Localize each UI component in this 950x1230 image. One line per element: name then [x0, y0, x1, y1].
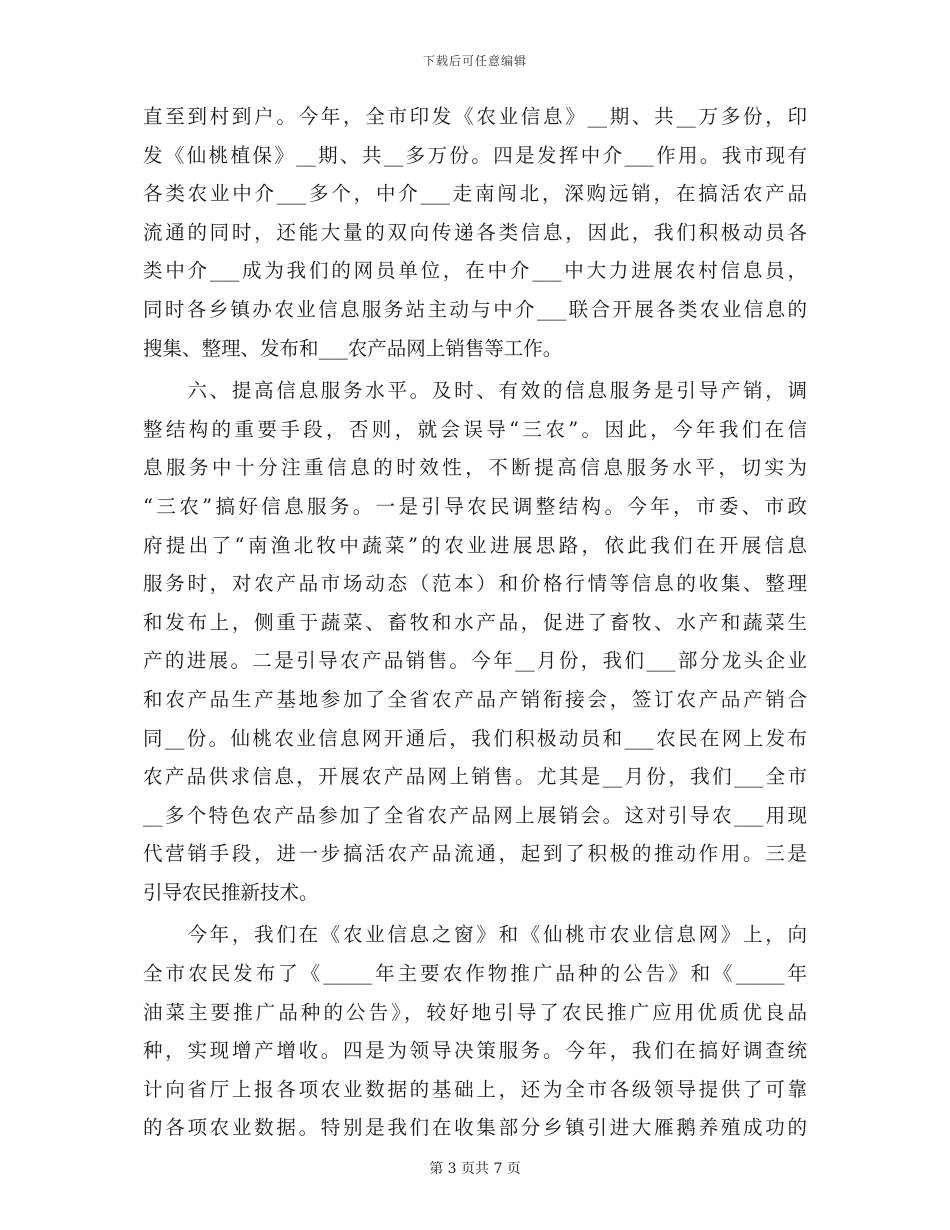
page-header: 下载后可任意编辑: [422, 54, 527, 68]
paragraph-2: [143, 372, 807, 912]
text-line: 六、提高信息服务水平。及时、有效的信息服务是引导产销，调: [143, 379, 807, 403]
paragraph-3: [143, 916, 807, 1148]
text-line: 流通的同时，还能大量的双向传递各类信息，因此，我们积极动员各: [143, 220, 807, 244]
document-body: [143, 98, 807, 1148]
text-line: “三农”搞好信息服务。一是引导农民调整结构。今年，市委、市政: [143, 494, 807, 518]
text-line: 同时各乡镇办农业信息服务站主动与中介___联合开展各类农业信息的: [143, 297, 807, 321]
text-line: 计向省厅上报各项农业数据的基础上，还为全市各级领导提供了可靠: [143, 1077, 807, 1101]
text-line: 产的进展。二是引导农产品销售。今年__月份，我们___部分龙头企业: [143, 649, 807, 673]
text-line: 今年，我们在《农业信息之窗》和《仙桃市农业信息网》上，向: [143, 923, 807, 947]
page-footer: 第 3 页共 7 页: [429, 1161, 521, 1177]
text-line: 各类农业中介___多个，中介___走南闯北，深购远销，在搞活农产品: [143, 182, 807, 206]
text-line: 和农产品生产基地参加了全省农产品产销衔接会，签订农产品产销合: [143, 687, 807, 711]
text-line: 代营销手段，进一步搞活农产品流通，起到了积极的推动作用。三是: [143, 842, 807, 866]
text-line: 和发布上，侧重于蔬菜、畜牧和水产品，促进了畜牧、水产和蔬菜生: [143, 610, 807, 634]
text-line: 全市农民发布了《_____年主要农作物推广品种的公告》和《_____年: [143, 962, 807, 986]
paragraph-1: [143, 98, 807, 368]
text-line: 类中介___成为我们的网员单位，在中介___中大力进展农村信息员，: [143, 259, 807, 283]
text-line: 息服务中十分注重信息的时效性，不断提高信息服务水平，切实为: [143, 456, 807, 480]
text-line: __多个特色农产品参加了全省农产品网上展销会。这对引导农___用现: [143, 803, 807, 827]
text-line: 农产品供求信息，开展农产品网上销售。尤其是__月份，我们___全市: [143, 765, 807, 789]
text-line: 油菜主要推广品种的公告》，较好地引导了农民推广应用优质优良品: [143, 1000, 807, 1024]
text-line: 整结构的重要手段，否则，就会误导“三农”。因此，今年我们在信: [143, 417, 807, 441]
text-line: 府提出了“南渔北牧中蔬菜”的农业进展思路，依此我们在开展信息: [143, 533, 807, 557]
text-line: 的各项农业数据。特别是我们在收集部分乡镇引进大雁鹅养殖成功的: [143, 1116, 807, 1140]
text-line: 服务时，对农产品市场动态（范本）和价格行情等信息的收集、整理: [143, 572, 807, 596]
text-line: 同__份。仙桃农业信息网开通后，我们积极动员和___农民在网上发布: [143, 726, 807, 750]
text-line: 种，实现增产增收。四是为领导决策服务。今年，我们在搞好调查统: [143, 1039, 807, 1063]
text-line: 直至到村到户。今年，全市印发《农业信息》__期、共__万多份，印: [143, 105, 807, 128]
text-line: 发《仙桃植保》__期、共__多万份。四是发挥中介___作用。我市现有: [143, 143, 807, 167]
text-line: 搜集、整理、发布和___农产品网上销售等工作。: [143, 336, 563, 360]
text-line: 引导农民推新技术。: [143, 880, 319, 904]
